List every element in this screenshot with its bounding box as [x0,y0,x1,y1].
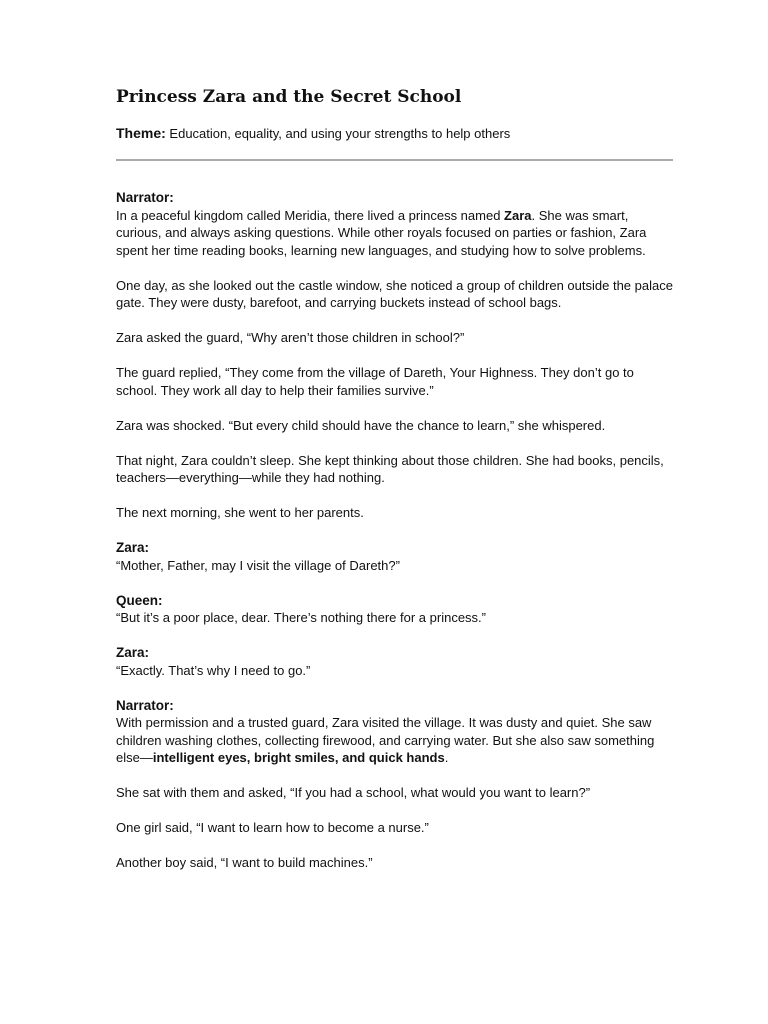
speaker-label: Narrator: [116,190,174,205]
paragraph-5: Zara was shocked. “But every child should have the chance to learn,” she whispered. [116,417,606,433]
name-highlight: Zara [504,207,532,223]
paragraph-text: With permission and a trusted guard, Zara visited the village. It was dusty and quiet. She saw children washing clothes, collecting firewood, and carrying water. But she also saw something else— [116,715,655,765]
paragraph-10: One girl said, “I want to learn how to become a nurse.” [116,820,429,835]
paragraph-11: Another boy said, “I want to build machines.” [116,855,373,870]
paragraph-text: In a peaceful kingdom called Meridia, there lived a princess named [116,207,505,223]
paragraph-7: The next morning, she went to her parents. [116,505,364,520]
theme-text: Education, equality, and using your strengths to help others [169,126,511,141]
dialogue-text: “Mother, Father, may I visit the village of Dareth?” [116,557,400,573]
horizontal-divider [116,159,673,161]
document-title: Princess Zara and the Secret School [116,87,462,107]
queen-dialogue [116,592,676,627]
speaker-label: Queen: [116,592,163,608]
paragraph-9: She sat with them and asked, “If you had a school, what would you want to learn?” [116,785,591,800]
dialogue-text: “Exactly. That’s why I need to go.” [116,662,311,678]
paragraph-2: One day, as she looked out the castle window, she noticed a group of children outside the palace gate. They were dusty, barefoot, and carrying buckets instead of school bags. [116,277,673,310]
speaker-label: Zara: [116,645,150,660]
speaker-label: Zara: [116,540,150,555]
paragraph-3: Zara asked the guard, “Why aren’t those children in school?” [116,330,465,345]
paragraph-text: . [444,750,449,765]
theme-label: Theme: [116,125,166,141]
paragraph-4: The guard replied, “They come from the village of Dareth, Your Highness. They don’t go to school. They work all day to help their families survive.” [116,365,634,398]
theme-line [116,124,676,143]
document-content [116,86,676,889]
speaker-label: Narrator: [116,697,174,713]
zara-dialogue-2 [116,644,676,679]
narrator-paragraph-2 [116,697,676,767]
zara-dialogue-1 [116,539,676,574]
paragraph-text: . She was smart, curious, and always asking questions. While other royals focused on parties or fashion, Zara spent her time reading books, learning new languages, and studying how to solve problems. [116,207,647,258]
paragraph-6: That night, Zara couldn’t sleep. She kept thinking about those children. She had books, pencils, teachers—everything—while they had nothing. [116,452,664,485]
dialogue-text: “But it’s a poor place, dear. There’s nothing there for a princess.” [116,610,486,625]
bold-phrase: intelligent eyes, bright smiles, and quick hands [152,750,445,765]
story-body [116,189,676,872]
narrator-paragraph-1 [116,189,676,259]
